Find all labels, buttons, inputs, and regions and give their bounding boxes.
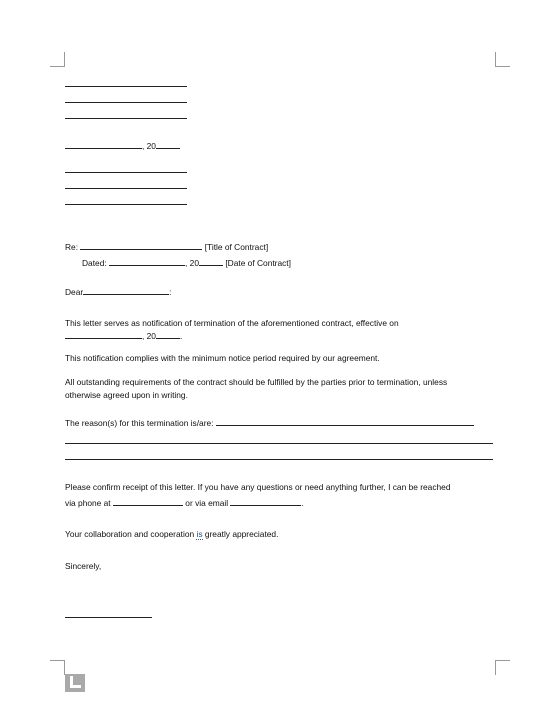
paragraph-1-line-2	[65, 331, 182, 342]
paragraph-6-end: greatly appreciated.	[204, 529, 279, 539]
paragraph-5-end: .	[301, 498, 304, 508]
phone-prefix: via phone at	[65, 498, 111, 508]
paragraph-6	[65, 529, 278, 540]
date-blank[interactable]	[65, 141, 142, 149]
salutation-label: Dear	[65, 287, 84, 297]
reasons-blank-2[interactable]	[65, 443, 493, 444]
effective-date-blank[interactable]	[65, 331, 142, 339]
paragraph-3-line-2: otherwise agreed upon in writing.	[65, 390, 188, 400]
paragraph-5-line-1: Please confirm receipt of this letter. If you have any questions or need anything further, I can be reached	[65, 482, 451, 492]
contract-date-blank[interactable]	[109, 258, 185, 266]
paragraph-5-line-2	[65, 498, 304, 509]
recipient-address-line-1[interactable]	[65, 172, 187, 173]
dated-year-prefix: , 20	[185, 258, 199, 268]
crop-mark-top-right	[495, 52, 510, 67]
contract-title-blank[interactable]	[80, 242, 202, 250]
re-line	[65, 242, 268, 253]
crop-mark-bottom-left	[50, 660, 65, 675]
date-year-blank[interactable]	[156, 141, 180, 149]
spellcheck-flagged-word[interactable]: is	[196, 529, 203, 539]
email-prefix: or via email	[185, 498, 229, 508]
dated-line	[82, 258, 291, 269]
recipient-address-line-3[interactable]	[65, 204, 187, 205]
recipient-name-blank[interactable]	[83, 287, 172, 297]
closing: Sincerely,	[65, 561, 102, 571]
paragraph-3-line-1: All outstanding requirements of the contract should be fulfilled by the parties prior to termination, unless	[65, 377, 448, 387]
reasons-label: The reason(s) for this termination is/are:	[65, 418, 214, 428]
re-label: Re:	[65, 242, 79, 252]
salutation	[65, 287, 171, 298]
salutation-end: :	[169, 287, 172, 297]
reasons-blank-3[interactable]	[65, 459, 493, 460]
effective-year-prefix: , 20	[142, 331, 156, 341]
sender-address-line-1[interactable]	[65, 86, 187, 87]
contract-year-blank[interactable]	[199, 258, 223, 266]
date-line[interactable]	[65, 141, 180, 152]
sender-address-line-2[interactable]	[65, 102, 187, 103]
date-year-prefix: , 20	[142, 141, 156, 151]
reasons-blank-1[interactable]	[216, 418, 474, 426]
dated-suffix: [Date of Contract]	[225, 258, 291, 268]
signature-line[interactable]	[65, 617, 152, 618]
dated-label: Dated:	[82, 258, 107, 268]
email-blank[interactable]	[230, 498, 304, 508]
re-suffix: [Title of Contract]	[204, 242, 269, 252]
crop-mark-bottom-right	[495, 660, 510, 675]
recipient-address-line-2[interactable]	[65, 188, 187, 189]
paragraph-1-end: .	[179, 331, 183, 341]
paragraph-1-line-1: This letter serves as notification of termination of the aforementioned contract, effective on	[65, 318, 399, 328]
phone-blank[interactable]	[113, 498, 183, 506]
paragraph-6-start: Your collaboration and cooperation	[65, 529, 195, 539]
sender-address-line-3[interactable]	[65, 118, 187, 119]
effective-year-blank[interactable]	[156, 331, 183, 341]
document-logo-icon	[65, 674, 85, 692]
paragraph-2: This notification complies with the minimum notice period required by our agreement.	[65, 353, 380, 363]
reasons-line	[65, 418, 474, 429]
crop-mark-top-left	[50, 52, 65, 67]
